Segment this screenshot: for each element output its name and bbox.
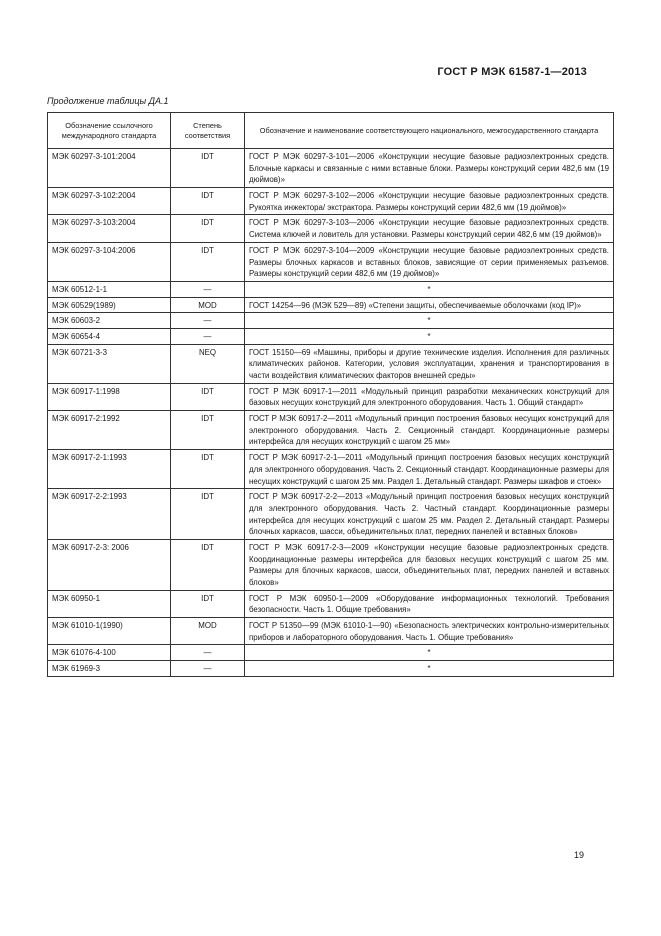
column-header-degree: Степень соответствия (171, 113, 245, 149)
standard-name-cell: ГОСТ 15150—69 «Машины, приборы и другие технические изделия. Исполнения для различных климатических районов. Категории, условия эксплуатации, хранения и транспортирования в части воздействия климатических факторов внешней среды» (245, 344, 614, 383)
page-number: 19 (573, 850, 584, 860)
standard-name-cell: ГОСТ Р МЭК 60950-1—2009 «Оборудование информационных технологий. Требования безопасности. Часть 1. Общие требования» (245, 590, 614, 617)
table-header-row (48, 113, 614, 149)
degree-cell: — (171, 313, 245, 329)
ref-cell: МЭК 60721-3-3 (48, 344, 171, 383)
reference-standards-table (47, 112, 614, 677)
table-row (48, 539, 614, 590)
degree-cell: — (171, 645, 245, 661)
table-row (48, 489, 614, 540)
degree-cell: IDT (171, 411, 245, 450)
degree-cell: IDT (171, 489, 245, 540)
degree-cell: IDT (171, 450, 245, 489)
table-row (48, 450, 614, 489)
table-row (48, 344, 614, 383)
degree-cell: IDT (171, 539, 245, 590)
ref-cell: МЭК 60917-2-2:1993 (48, 489, 171, 540)
ref-cell: МЭК 60512-1-1 (48, 281, 171, 297)
ref-cell: МЭК 60297-3-104:2006 (48, 242, 171, 281)
document-header: ГОСТ Р МЭК 61587-1—2013 (437, 66, 587, 78)
ref-cell: МЭК 60917-2:1992 (48, 411, 171, 450)
table-caption: Продолжение таблицы ДА.1 (47, 96, 169, 106)
standard-name-cell: * (245, 328, 614, 344)
standard-name-cell: ГОСТ Р МЭК 60297-3-104—2009 «Конструкции несущие базовые радиоэлектронных средств. Размеры блочных каркасов и вставных блоков, зависящие от серии применяемых разъемов. Размеры конструкций серии 482,6 мм (19 дюймов)» (245, 242, 614, 281)
table-row (48, 328, 614, 344)
degree-cell: MOD (171, 297, 245, 313)
table-row (48, 313, 614, 329)
degree-cell: IDT (171, 188, 245, 215)
degree-cell: NEQ (171, 344, 245, 383)
ref-cell: МЭК 60917-2-1:1993 (48, 450, 171, 489)
ref-cell: МЭК 61969-3 (48, 661, 171, 677)
degree-cell: IDT (171, 149, 245, 188)
ref-cell: МЭК 61010-1(1990) (48, 618, 171, 645)
ref-cell: МЭК 60950-1 (48, 590, 171, 617)
standard-name-cell: ГОСТ Р МЭК 60297-3-101—2006 «Конструкции несущие базовые радиоэлектронных средств. Блочные каркасы и связанные с ними вставные блоки. Размеры конструкций серии 482,6 мм (19 дюймов)» (245, 149, 614, 188)
table-row (48, 383, 614, 410)
table-row (48, 215, 614, 242)
table-row (48, 281, 614, 297)
table-row (48, 242, 614, 281)
degree-cell: — (171, 661, 245, 677)
ref-cell: МЭК 60297-3-101:2004 (48, 149, 171, 188)
ref-cell: МЭК 60603-2 (48, 313, 171, 329)
standard-name-cell: * (245, 661, 614, 677)
table-row (48, 411, 614, 450)
table-row (48, 149, 614, 188)
table-row (48, 188, 614, 215)
ref-cell: МЭК 60297-3-102:2004 (48, 188, 171, 215)
ref-cell: МЭК 61076-4-100 (48, 645, 171, 661)
table-row (48, 645, 614, 661)
standard-name-cell: ГОСТ Р МЭК 60297-3-102—2006 «Конструкции несущие базовые радиоэлектронных средств. Рукоятка инжектора/ экстрактора. Размеры конструкций серии 482,6 мм (19 дюймов)» (245, 188, 614, 215)
standard-name-cell: * (245, 281, 614, 297)
degree-cell: IDT (171, 242, 245, 281)
standard-name-cell: ГОСТ 14254—96 (МЭК 529—89) «Степени защиты, обеспечиваемые оболочками (код IP)» (245, 297, 614, 313)
degree-cell: MOD (171, 618, 245, 645)
column-header-name: Обозначение и наименование соответствующего национального, межгосударственного стандарта (245, 113, 614, 149)
standard-name-cell: * (245, 645, 614, 661)
standard-name-cell: * (245, 313, 614, 329)
degree-cell: IDT (171, 590, 245, 617)
ref-cell: МЭК 60529(1989) (48, 297, 171, 313)
standard-name-cell: ГОСТ Р МЭК 60917-1—2011 «Модульный принцип разработки механических конструкций для базовых несущих конструкций для электронного оборудования. Часть 1. Общий стандарт» (245, 383, 614, 410)
table-body (48, 149, 614, 677)
degree-cell: — (171, 281, 245, 297)
degree-cell: — (171, 328, 245, 344)
table-row (48, 590, 614, 617)
ref-cell: МЭК 60917-2-3: 2006 (48, 539, 171, 590)
ref-cell: МЭК 60654-4 (48, 328, 171, 344)
column-header-ref: Обозначение ссылочного международного стандарта (48, 113, 171, 149)
degree-cell: IDT (171, 383, 245, 410)
table-row (48, 661, 614, 677)
ref-cell: МЭК 60297-3-103:2004 (48, 215, 171, 242)
standard-name-cell: ГОСТ Р МЭК 60917-2—2011 «Модульный принцип построения базовых несущих конструкций для электронного оборудования. Часть 2. Секционный стандарт. Координационные размеры интерфейса для несущих конструкций с шагом 25 мм» (245, 411, 614, 450)
standard-name-cell: ГОСТ Р МЭК 60917-2-1—2011 «Модульный принцип построения базовых несущих конструкций для электронного оборудования. Часть 2. Секционный стандарт. Координационные размеры для несущих конструкций с шагом 25 мм. Раздел 1. Детальный стандарт. Размеры шкафов и стоек» (245, 450, 614, 489)
standard-name-cell: ГОСТ Р МЭК 60917-2-3—2009 «Конструкции несущие базовые радиоэлектронных средств. Координационные размеры интерфейса для базовых несущих конструкций с шагом 25 мм. Размеры для блочных каркасов, шасси, объединительных плат, передних панелей и вставных блоков» (245, 539, 614, 590)
standard-name-cell: ГОСТ Р 51350—99 (МЭК 61010-1—90) «Безопасность электрических контрольно-измерительных приборов и лабораторного оборудования. Часть 1. Общие требования» (245, 618, 614, 645)
ref-cell: МЭК 60917-1:1998 (48, 383, 171, 410)
table-row (48, 618, 614, 645)
standard-name-cell: ГОСТ Р МЭК 60297-3-103—2006 «Конструкции несущие базовые радиоэлектронных средств. Система ключей и ловитель для установки. Размеры конструкций серии 482,6 мм (19 дюймов)» (245, 215, 614, 242)
table-row (48, 297, 614, 313)
degree-cell: IDT (171, 215, 245, 242)
standard-name-cell: ГОСТ Р МЭК 60917-2-2—2013 «Модульный принцип построения базовых несущих конструкций для электронного оборудования. Часть 2. Частный стандарт. Координационные размеры интерфейса для несущих конструкций с шагом 25 мм. Раздел 2. Детальный стандарт. Размеры блочных каркасов, шасси, объединительных плат, передних панелей и вставных блоков» (245, 489, 614, 540)
